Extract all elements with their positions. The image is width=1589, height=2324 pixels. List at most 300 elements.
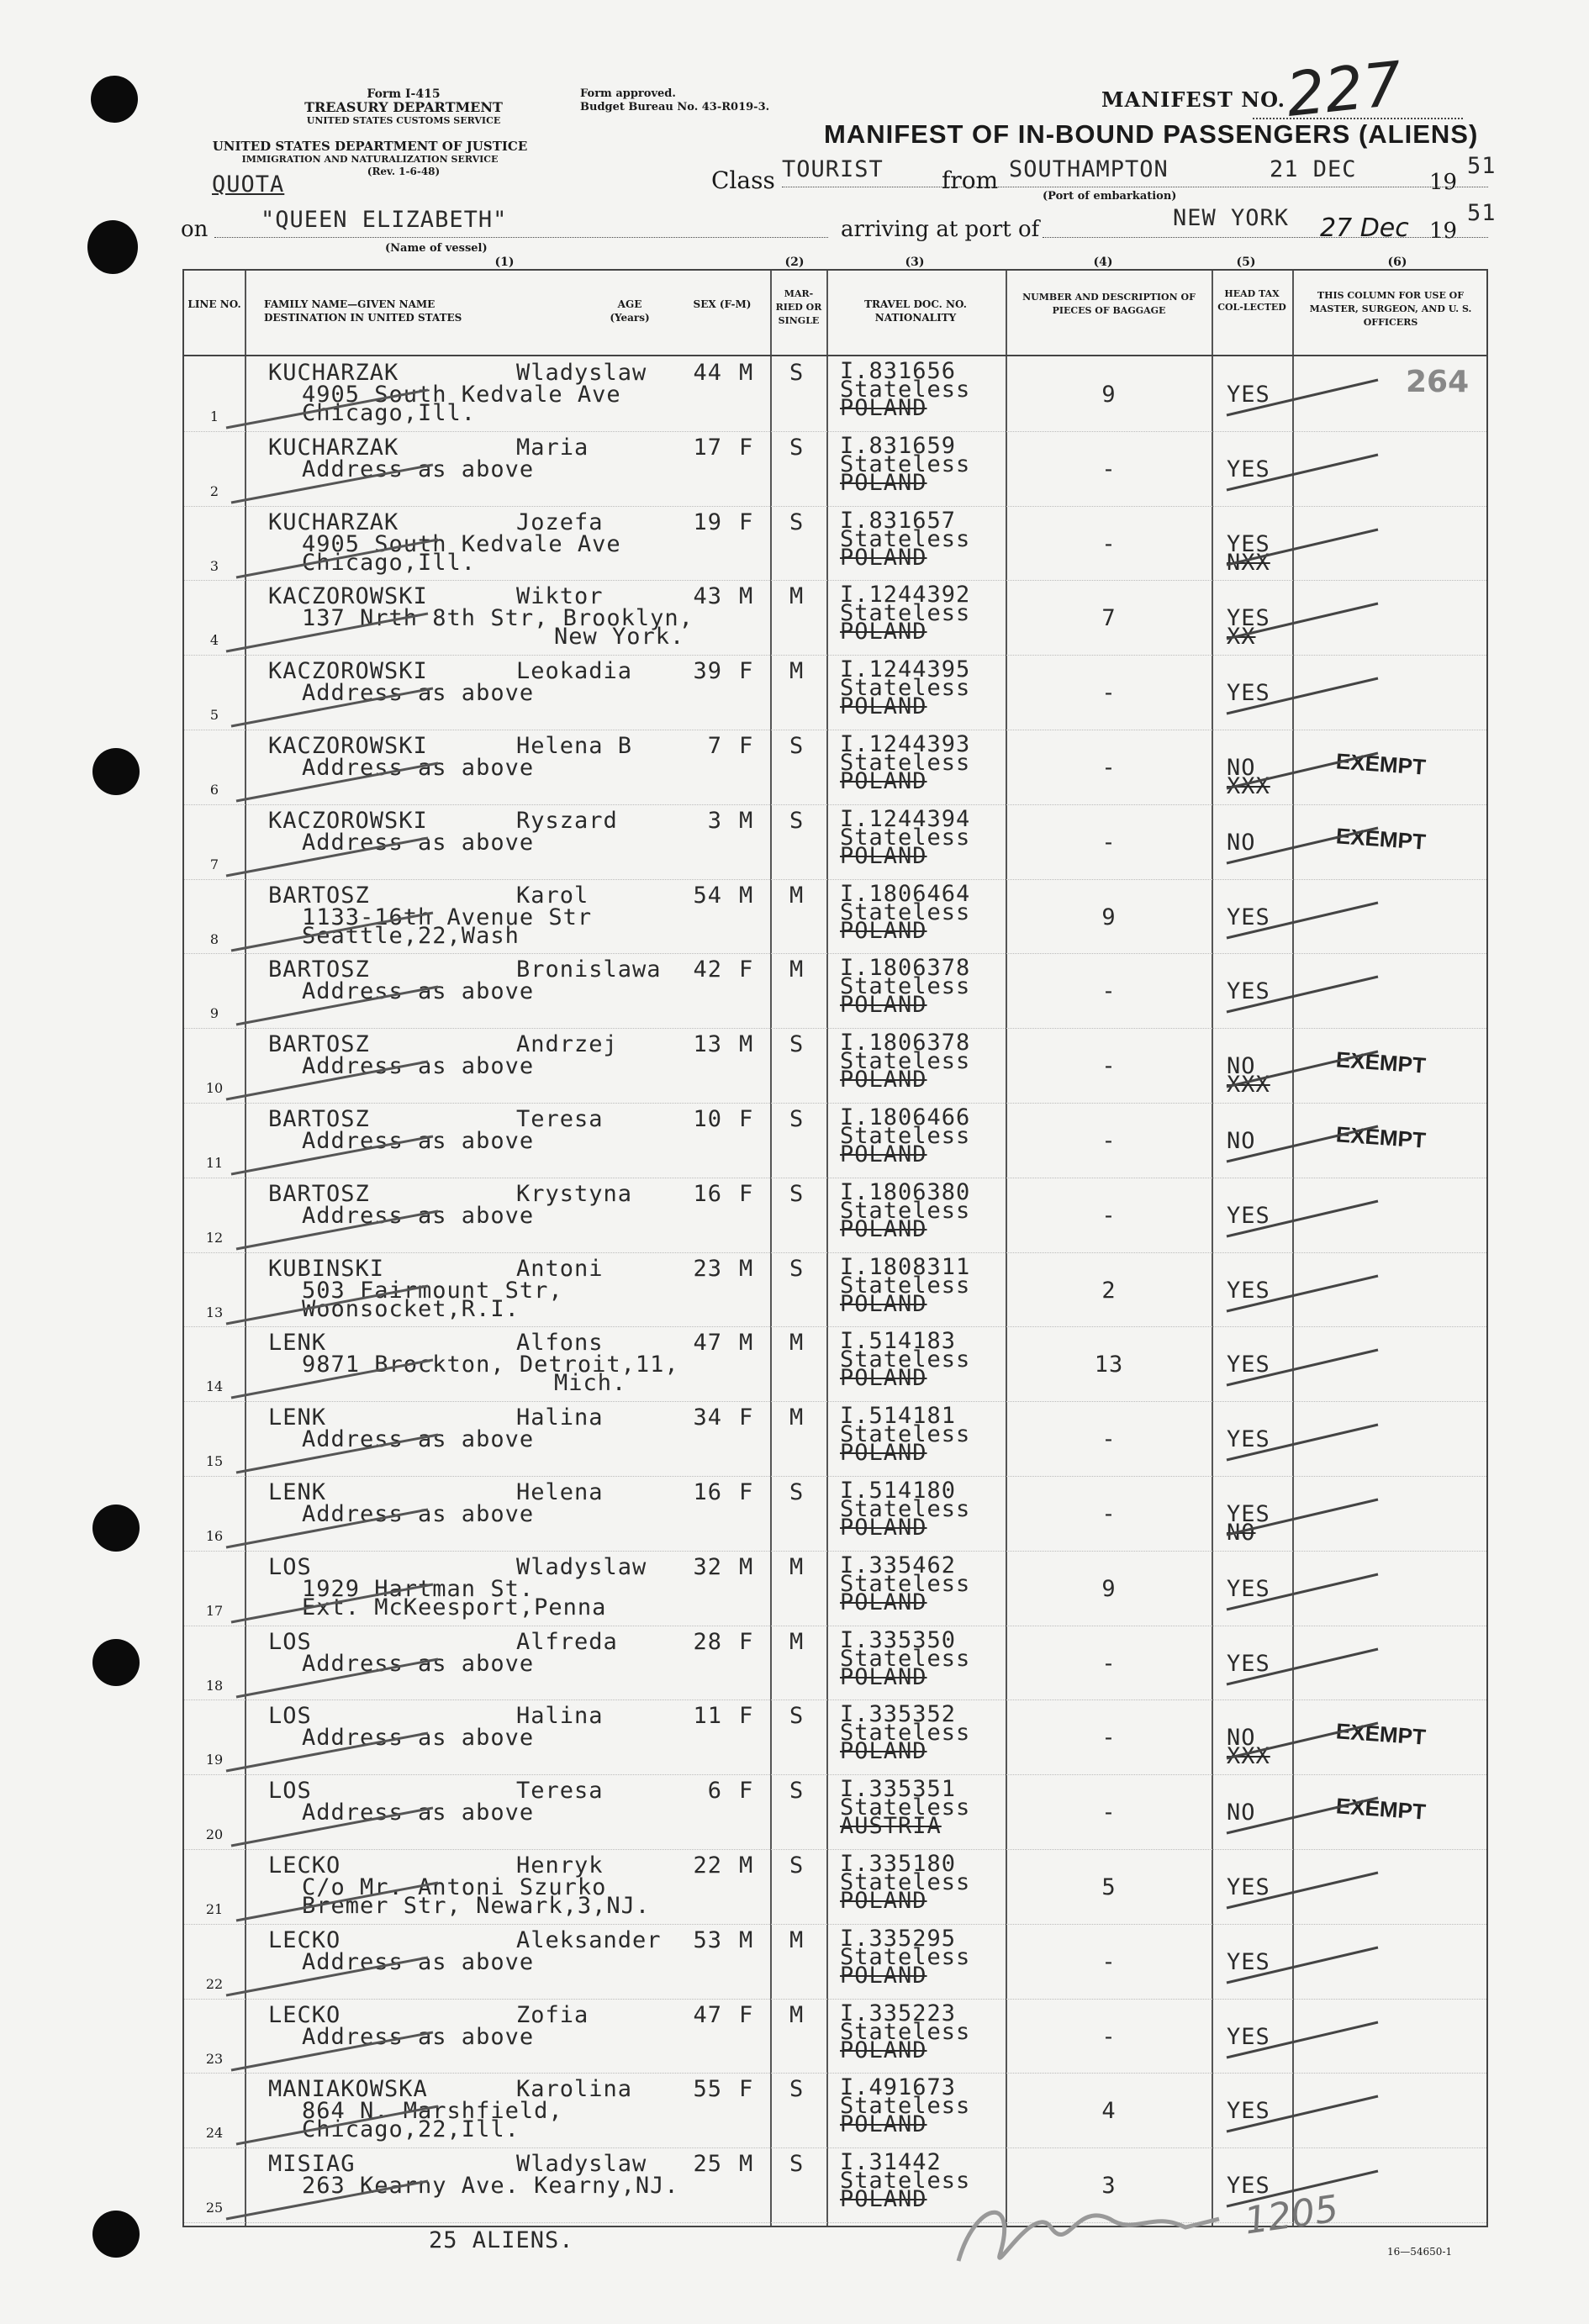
head-tax: NO [1227, 1725, 1256, 1752]
nationality: Stateless [840, 1123, 971, 1149]
given-name: Teresa [516, 1778, 604, 1805]
given-name: Wladyslaw [516, 1553, 647, 1580]
pencil-tax-mark [1218, 672, 1386, 722]
marital-status: S [789, 1479, 805, 1505]
head-tax: YES [1227, 456, 1270, 482]
aliens-count: 25 ALIENS. [429, 2227, 574, 2253]
sex: M [739, 360, 754, 386]
head-tax: NO [1227, 1800, 1256, 1826]
nationality-struck: POLAND [840, 1663, 927, 1690]
table-row [184, 804, 1486, 880]
revision: (Rev. 1-6-48) [367, 166, 441, 177]
baggage-count: 5 [1101, 1874, 1117, 1900]
sex: F [739, 1180, 754, 1207]
line-number: 11 [205, 1155, 224, 1171]
baggage-count: - [1101, 1501, 1117, 1527]
head-tax: YES [1227, 382, 1270, 408]
travel-doc: I.1806378 [840, 955, 971, 982]
pencil-check-mark [223, 1800, 441, 1850]
nationality: Stateless [840, 973, 971, 1000]
header-headtax: HEAD TAX COL-LECTED [1217, 288, 1286, 313]
family-name: LOS [268, 1628, 312, 1655]
address-line-1: Address as above [302, 1725, 535, 1752]
pencil-check-mark [223, 456, 441, 507]
age: 42 [693, 956, 722, 983]
address-line-2: Ext. McKeesport,Penna [302, 1594, 607, 1620]
vessel-caption: (Name of vessel) [385, 242, 488, 255]
baggage-count: - [1101, 978, 1117, 1005]
family-name: MISIAG [268, 2151, 356, 2178]
age: 7 [707, 733, 722, 759]
punch-hole [91, 76, 138, 123]
exempt-stamp: EXEMPT [1335, 1121, 1427, 1153]
sex: F [739, 434, 754, 461]
family-name: LECKO [268, 1852, 341, 1879]
table-row [184, 506, 1486, 582]
marital-status: S [789, 1852, 805, 1879]
nationality: Stateless [840, 2093, 971, 2120]
travel-doc: I.335351 [840, 1776, 957, 1803]
address-line-1: 4905 South Kedvale Ave [302, 382, 621, 408]
marital-status: S [789, 1703, 805, 1730]
age: 16 [693, 1479, 722, 1505]
travel-doc: I.1806464 [840, 880, 971, 907]
table-row [184, 431, 1486, 507]
age: 25 [693, 2151, 722, 2178]
line-number: 6 [209, 782, 219, 798]
pencil-tax-mark [1218, 1269, 1386, 1320]
family-name: BARTOSZ [268, 1031, 370, 1058]
marital-status: M [789, 1330, 805, 1357]
head-tax: YES [1227, 1948, 1270, 1975]
family-name: LECKO [268, 2001, 341, 2028]
sex: F [739, 2076, 754, 2103]
given-name: Helena B [516, 733, 633, 759]
nationality-struck: POLAND [840, 992, 927, 1019]
age: 17 [693, 434, 722, 461]
arriving-label: arriving at port of [841, 217, 1040, 242]
family-name: LECKO [268, 1926, 341, 1953]
nationality: Stateless [840, 1645, 971, 1672]
pencil-tax-mark [1218, 1941, 1386, 1991]
age: 6 [707, 1778, 722, 1805]
nationality: Stateless [840, 824, 971, 851]
marital-status: S [789, 1180, 805, 1207]
header-destination: DESTINATION IN UNITED STATES [264, 312, 462, 324]
pencil-tax-mark [1218, 896, 1386, 946]
sex: F [739, 1106, 754, 1132]
stamp-number: 264 [1406, 365, 1470, 399]
family-name: LOS [268, 1778, 312, 1805]
line-number: 17 [205, 1602, 224, 1619]
head-tax-struck: XXX [1227, 773, 1270, 799]
line-number: 1 [209, 408, 219, 424]
address-line-1: Address as above [302, 1800, 535, 1826]
pencil-tax-mark [1218, 746, 1386, 797]
header-travel: TRAVEL DOC. NO. NATIONALITY [864, 298, 967, 324]
line-number: 8 [209, 930, 219, 947]
nationality: Stateless [840, 1272, 971, 1299]
nationality: Stateless [840, 1346, 971, 1373]
family-name: BARTOSZ [268, 1106, 370, 1132]
nationality: Stateless [840, 1720, 971, 1747]
baggage-count: - [1101, 680, 1117, 707]
nationality-struck: POLAND [840, 1888, 927, 1914]
age: 47 [693, 2001, 722, 2028]
baggage-count: 3 [1101, 2173, 1117, 2200]
line-number: 10 [205, 1080, 224, 1097]
line-number: 22 [205, 1975, 224, 1992]
header-family: FAMILY NAME—GIVEN NAME [264, 298, 436, 310]
sex: M [739, 583, 754, 610]
travel-doc: I.514181 [840, 1403, 957, 1430]
line-number: 14 [205, 1378, 224, 1395]
head-tax: YES [1227, 2173, 1270, 2200]
nationality: Stateless [840, 1570, 971, 1597]
given-name: Leokadia [516, 658, 633, 685]
pencil-check-mark [228, 978, 446, 1029]
head-tax: NO [1227, 829, 1256, 856]
head-tax-struck: NXX [1227, 549, 1270, 576]
nationality: Stateless [840, 525, 971, 552]
marital-status: S [789, 1031, 805, 1058]
age: 53 [693, 1926, 722, 1953]
baggage-count: - [1101, 829, 1117, 856]
nationality-struck: POLAND [840, 469, 927, 496]
line-number: 25 [205, 2200, 224, 2216]
address-line-1: 1929 Hartman St. [302, 1575, 535, 1602]
nationality-struck: POLAND [840, 693, 927, 720]
given-name: Henryk [516, 1852, 604, 1879]
table-row [184, 1849, 1486, 1925]
marital-status: M [789, 1553, 805, 1580]
marital-status: S [789, 360, 805, 386]
pencil-check-mark [228, 531, 446, 582]
age: 3 [707, 807, 722, 834]
marital-status: M [789, 1926, 805, 1953]
on-label: on [181, 217, 209, 242]
pencil-tax-mark [1218, 2016, 1386, 2066]
form-approved: Form approved. [580, 87, 676, 100]
given-name: Antoni [516, 1255, 604, 1282]
head-tax: NO [1227, 1128, 1256, 1154]
given-name: Halina [516, 1404, 604, 1431]
address-line-1: Address as above [302, 2023, 535, 2050]
pencil-check-mark [223, 1128, 441, 1178]
baggage-count: - [1101, 1128, 1117, 1154]
nationality: Stateless [840, 1421, 971, 1448]
age: 32 [693, 1553, 722, 1580]
sex: F [739, 1778, 754, 1805]
age: 19 [693, 509, 722, 535]
marital-status: M [789, 658, 805, 685]
nationality: Stateless [840, 2018, 971, 2045]
address-line-2: Bremer Str, Newark,3,NJ. [302, 1893, 651, 1919]
baggage-count: - [1101, 1800, 1117, 1826]
nationality-struck: POLAND [840, 768, 927, 794]
line-number: 2 [209, 482, 219, 499]
vessel-name: "QUEEN ELIZABETH" [261, 207, 508, 233]
nationality: Stateless [840, 1197, 971, 1224]
address-line-1: 1133-16th Avenue Str [302, 904, 593, 930]
travel-doc: I.1806378 [840, 1030, 971, 1057]
head-tax: YES [1227, 978, 1270, 1005]
sex: F [739, 658, 754, 685]
sex: F [739, 2001, 754, 2028]
head-tax: YES [1227, 1202, 1270, 1229]
nationality-struck: POLAND [840, 1738, 927, 1765]
line-number: 24 [205, 2125, 224, 2142]
given-name: Wiktor [516, 583, 604, 610]
nationality: Stateless [840, 1048, 971, 1075]
sex: M [739, 1330, 754, 1357]
sex: F [739, 733, 754, 759]
pencil-check-mark [218, 1501, 436, 1552]
nationality-struck: POLAND [840, 1440, 927, 1467]
address-line-2: New York. [554, 624, 685, 651]
header-married: MAR-RIED OR SINGLE [775, 288, 822, 326]
col-num-3: (3) [905, 256, 925, 269]
table-row [184, 1252, 1486, 1328]
given-name: Zofia [516, 2001, 589, 2028]
address-line-2: Chicago,Ill. [302, 549, 477, 576]
address-line-2: Seattle,22,Wash [302, 922, 520, 949]
line-number: 20 [205, 1826, 224, 1843]
quota-label: QUOTA [212, 171, 285, 198]
treasury-dept: TREASURY DEPARTMENT [304, 99, 503, 115]
age: 10 [693, 1106, 722, 1132]
address-line-1: 263 Kearny Ave. Kearny,NJ. [302, 2173, 679, 2200]
pencil-check-mark [223, 1576, 441, 1626]
head-tax: YES [1227, 1501, 1270, 1527]
line-number: 15 [205, 1453, 224, 1470]
family-name: LENK [268, 1404, 327, 1431]
exempt-stamp: EXEMPT [1335, 1046, 1427, 1078]
head-tax: YES [1227, 1874, 1270, 1900]
punch-hole [87, 220, 138, 274]
table-row [184, 580, 1486, 656]
address-line-1: Address as above [302, 680, 535, 707]
address-line-1: 137 Nrth 8th Str, Brooklyn, [302, 605, 694, 632]
head-tax: YES [1227, 2023, 1270, 2050]
line-number: 16 [205, 1528, 224, 1544]
nationality-struck: POLAND [840, 1365, 927, 1392]
travel-doc: I.335462 [840, 1552, 957, 1578]
class-label: Class [711, 166, 775, 194]
baggage-count: - [1101, 1948, 1117, 1975]
pencil-check-mark [228, 755, 446, 805]
table-row [184, 1626, 1486, 1701]
travel-doc: I.1244392 [840, 582, 971, 609]
baggage-count: - [1101, 755, 1117, 781]
pencil-tax-mark [1218, 1716, 1386, 1770]
family-name: KUBINSKI [268, 1255, 385, 1282]
travel-doc: I.1808311 [840, 1253, 971, 1280]
given-name: Ryszard [516, 807, 618, 834]
family-name: KACZOROWSKI [268, 733, 428, 759]
signature [942, 2169, 1244, 2278]
head-tax: YES [1227, 904, 1270, 930]
age: 44 [693, 360, 722, 386]
pencil-tax-mark [1218, 523, 1386, 573]
travel-doc: I.1806380 [840, 1178, 971, 1205]
given-name: Jozefa [516, 509, 604, 535]
given-name: Wladyslaw [516, 360, 647, 386]
nationality: Stateless [840, 451, 971, 477]
address-line-2: Woonsocket,R.I. [302, 1295, 520, 1322]
age: 23 [693, 1255, 722, 1282]
header-sex: SEX (F-M) [693, 298, 752, 310]
family-name: LOS [268, 1553, 312, 1580]
exempt-stamp: EXEMPT [1335, 1718, 1427, 1751]
family-name: KACZOROWSKI [268, 583, 428, 610]
table-row [184, 655, 1486, 730]
table-row [184, 1401, 1486, 1477]
marital-status: S [789, 2151, 805, 2178]
travel-doc: I.514180 [840, 1478, 957, 1504]
head-tax-struck: XXX [1227, 1072, 1270, 1099]
marital-status: M [789, 1628, 805, 1655]
col-num-2: (2) [784, 256, 805, 269]
travel-doc: I.491673 [840, 2074, 957, 2101]
address-line-1: Address as above [302, 1948, 535, 1975]
line-number: 3 [209, 557, 219, 574]
ins-service: IMMIGRATION AND NATURALIZATION SERVICE [241, 154, 499, 165]
marital-status: S [789, 1255, 805, 1282]
nationality-struck: POLAND [840, 917, 927, 944]
baggage-count: 4 [1101, 2098, 1117, 2125]
given-name: Helena [516, 1479, 604, 1505]
pencil-tax-mark [1218, 1866, 1386, 1916]
nationality-struck: AUSTRIA [840, 1813, 942, 1840]
address-line-1: Address as above [302, 755, 535, 781]
given-name: Halina [516, 1703, 604, 1730]
age: 22 [693, 1852, 722, 1879]
pencil-check-mark [218, 830, 436, 880]
line-number: 13 [205, 1304, 224, 1320]
travel-doc: I.31442 [840, 2149, 942, 2176]
table-row [184, 879, 1486, 955]
family-name: KUCHARZAK [268, 360, 399, 386]
table-row [184, 1028, 1486, 1104]
address-line-1: 864 N. Marshfield, [302, 2098, 563, 2125]
family-name: KACZOROWSKI [268, 807, 428, 834]
nationality: Stateless [840, 2168, 971, 2195]
given-name: Andrzej [516, 1031, 618, 1058]
given-name: Bronislawa [516, 956, 662, 983]
arrival-year-prefix: 19 [1429, 219, 1458, 244]
pencil-tax-mark [1218, 448, 1386, 498]
marital-status: S [789, 2076, 805, 2103]
table-row [184, 1103, 1486, 1178]
marital-status: S [789, 733, 805, 759]
pencil-tax-mark [1218, 821, 1386, 872]
baggage-count: 2 [1101, 1277, 1117, 1304]
head-tax: NO [1227, 1053, 1256, 1080]
travel-doc: I.335352 [840, 1701, 957, 1728]
travel-doc: I.335350 [840, 1626, 957, 1653]
manifest-number: 227 [1282, 48, 1406, 130]
exempt-stamp: EXEMPT [1335, 1793, 1427, 1825]
head-tax: YES [1227, 680, 1270, 707]
pencil-check-mark [218, 1725, 436, 1775]
sex: M [739, 1553, 754, 1580]
marital-status: S [789, 434, 805, 461]
address-line-1: 4905 South Kedvale Ave [302, 530, 621, 557]
header-age: AGE (Years) [610, 298, 650, 324]
customs-service: UNITED STATES CUSTOMS SERVICE [306, 115, 501, 126]
family-name: KUCHARZAK [268, 434, 399, 461]
page-title: MANIFEST OF IN-BOUND PASSENGERS (ALIENS) [824, 119, 1479, 149]
sex: M [739, 2151, 754, 2178]
nationality-struck: POLAND [840, 2186, 927, 2213]
pencil-check-mark [223, 2024, 441, 2074]
head-tax: YES [1227, 2098, 1270, 2125]
head-tax: YES [1227, 1426, 1270, 1453]
nationality: Stateless [840, 600, 971, 627]
head-tax: YES [1227, 1352, 1270, 1378]
travel-doc: I.1806466 [840, 1104, 971, 1130]
nationality: Stateless [840, 377, 971, 403]
nationality: Stateless [840, 675, 971, 702]
given-name: Aleksander [516, 1926, 662, 1953]
address-line-1: Address as above [302, 1053, 535, 1080]
sex: F [739, 1703, 754, 1730]
pencil-tax-mark [1218, 1791, 1386, 1842]
address-line-1: Address as above [302, 1128, 535, 1154]
travel-doc: I.831657 [840, 507, 957, 534]
address-line-1: 9871 Brockton, Detroit,11, [302, 1352, 679, 1378]
nationality-struck: POLAND [840, 1589, 927, 1615]
arrival-port: NEW YORK [1173, 205, 1290, 231]
table-row [184, 1999, 1486, 2074]
age: 28 [693, 1628, 722, 1655]
family-name: BARTOSZ [268, 1180, 370, 1207]
age: 47 [693, 1330, 722, 1357]
head-tax: NO [1227, 755, 1256, 781]
age: 43 [693, 583, 722, 610]
pencil-check-mark [218, 1278, 436, 1328]
departure-year: 51 [1467, 153, 1497, 179]
line-number: 19 [205, 1752, 224, 1768]
age: 34 [693, 1404, 722, 1431]
baggage-count: 9 [1101, 904, 1117, 930]
manifest-table [182, 269, 1488, 2227]
age: 13 [693, 1031, 722, 1058]
sex: M [739, 1926, 754, 1953]
pencil-tax-mark [1218, 373, 1386, 424]
family-name: LENK [268, 1479, 327, 1505]
justice-dept: UNITED STATES DEPARTMENT OF JUSTICE [212, 139, 528, 154]
sex: M [739, 807, 754, 834]
table-row [184, 1774, 1486, 1850]
pencil-check-mark [218, 1949, 436, 2000]
baggage-count: - [1101, 1650, 1117, 1677]
marital-status: M [789, 956, 805, 983]
address-line-1: 503 Fairmount Str, [302, 1277, 563, 1304]
sex: F [739, 509, 754, 535]
nationality-struck: POLAND [840, 395, 927, 421]
family-name: KACZOROWSKI [268, 658, 428, 685]
punch-hole [92, 1505, 140, 1552]
baggage-count: 7 [1101, 605, 1117, 632]
embarkation-port: SOUTHAMPTON [1009, 156, 1169, 182]
line-number: 21 [205, 1901, 224, 1917]
footer-handwritten-number: 1205 [1241, 2187, 1341, 2243]
sex: F [739, 1479, 754, 1505]
pencil-check-mark [228, 2098, 446, 2148]
header-officers: THIS COLUMN FOR USE OF MASTER, SURGEON, AND U. S. OFFICERS [1309, 290, 1472, 328]
